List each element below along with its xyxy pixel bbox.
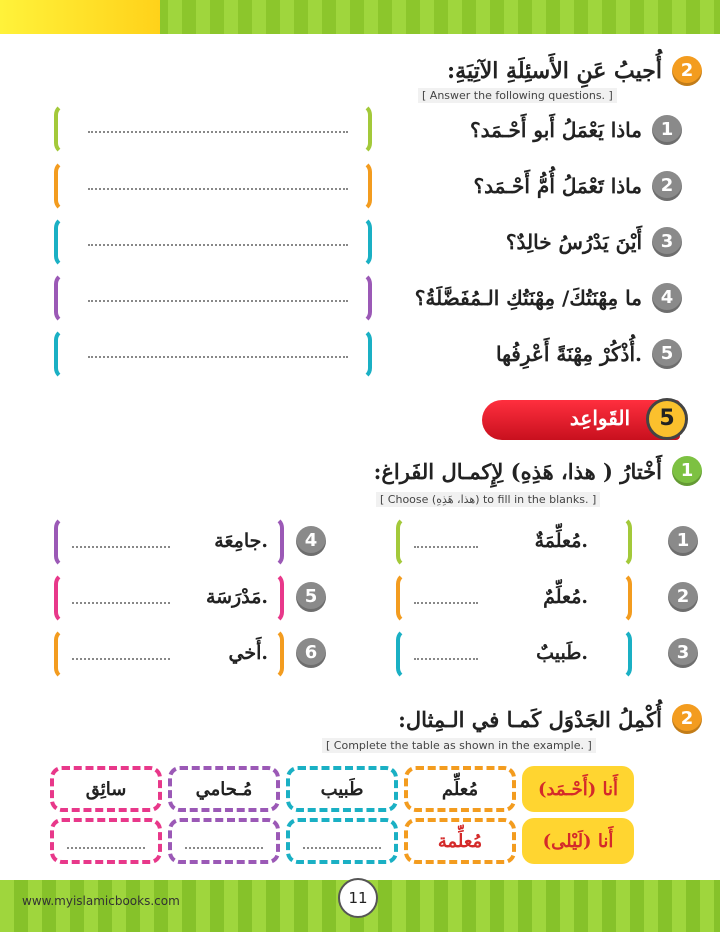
question-text: ما مِهْنَتُكَ/ مِهْنَتُكِ الـمُفَضَّلَةُ؟ [414, 286, 642, 310]
grammar-title: القَواعِد [569, 406, 630, 430]
complete-table [44, 760, 640, 870]
fill-number: 5 [296, 582, 326, 612]
table-cell: مُـحامي [168, 766, 280, 812]
question-number: 3 [652, 227, 682, 257]
table-cell: أَنا (أَحْـمَد) [522, 766, 634, 812]
section3-header [398, 704, 702, 734]
table-input-cell[interactable] [168, 818, 280, 864]
fill-item-2 [420, 582, 698, 612]
question-5 [372, 334, 682, 374]
section1-subtitle: [ Answer the following questions. ] [418, 88, 617, 103]
fill-word: جامِعَة. [214, 530, 268, 552]
answer-box-2[interactable] [54, 160, 372, 212]
website-url: www.myislamicbooks.com [22, 894, 180, 908]
answer-box-1[interactable] [54, 103, 372, 155]
question-number: 4 [652, 283, 682, 313]
answer-box-5[interactable] [54, 328, 372, 380]
question-4 [372, 278, 682, 318]
table-input-cell[interactable] [286, 818, 398, 864]
question-text: أَيْنَ يَدْرُسُ خالِدٌ؟ [505, 230, 642, 254]
fill-item-1 [420, 526, 698, 556]
page-number: 11 [338, 878, 378, 918]
section1-number: 2 [672, 56, 702, 86]
question-1 [372, 110, 682, 150]
fill-word: طَبيبٌ. [536, 642, 588, 664]
table-cell: مُعلِّم [404, 766, 516, 812]
section2-header [374, 456, 702, 486]
fill-number: 3 [668, 638, 698, 668]
question-number: 2 [652, 171, 682, 201]
section1-title: أُجيبُ عَنِ الأَسئِلَةِ الآتِيَةِ: [447, 58, 662, 84]
section3-number: 2 [672, 704, 702, 734]
answer-box-3[interactable] [54, 216, 372, 268]
question-text: ماذا يَعْمَلُ أَبو أَحْـمَد؟ [470, 118, 642, 142]
fill-item-6 [70, 638, 326, 668]
question-3 [372, 222, 682, 262]
fill-word: مُعلِّمَةٌ. [534, 530, 588, 552]
question-2 [372, 166, 682, 206]
fill-item-5 [70, 582, 326, 612]
section1-header [447, 56, 702, 86]
section2-title: أَخْتارُ ( هذا، هَذِهِ) لِإِكمـال الفَراغ: [373, 458, 662, 484]
table-cell: مُعلِّمة [404, 818, 516, 864]
grammar-banner [482, 400, 680, 440]
section2-number: 1 [672, 456, 702, 486]
question-number: 5 [652, 339, 682, 369]
fill-number: 4 [296, 526, 326, 556]
question-text: ماذا تَعْمَلُ أُمُّ أَحْـمَد؟ [473, 174, 642, 198]
fill-word: أَخي. [228, 642, 268, 664]
fill-number: 2 [668, 582, 698, 612]
top-border [0, 0, 720, 34]
fill-item-3 [420, 638, 698, 668]
answer-box-4[interactable] [54, 272, 372, 324]
table-cell: أَنا (لَيْلى) [522, 818, 634, 864]
fill-number: 6 [296, 638, 326, 668]
table-row [50, 766, 634, 812]
grammar-number: 5 [646, 398, 688, 440]
fill-word: مَدْرَسَة. [205, 586, 268, 608]
fill-word: مُعلِّمٌ. [543, 586, 588, 608]
section2-subtitle: [ Choose (هذا، هَذِهِ) to fill in the blanks. ] [376, 492, 600, 507]
fill-number: 1 [668, 526, 698, 556]
table-cell: سائِق [50, 766, 162, 812]
fill-item-4 [70, 526, 326, 556]
section3-title: أُكْمِلُ الجَدْوَل كَمـا في الـمِثال: [398, 706, 662, 732]
section3-subtitle: [ Complete the table as shown in the example. ] [322, 738, 596, 753]
table-input-cell[interactable] [50, 818, 162, 864]
top-border-yellow [0, 0, 160, 34]
question-number: 1 [652, 115, 682, 145]
question-text: أُذْكُرْ مِهْنَةً أَعْرِفُها. [495, 342, 642, 366]
table-row [50, 818, 634, 864]
table-cell: طَبيب [286, 766, 398, 812]
